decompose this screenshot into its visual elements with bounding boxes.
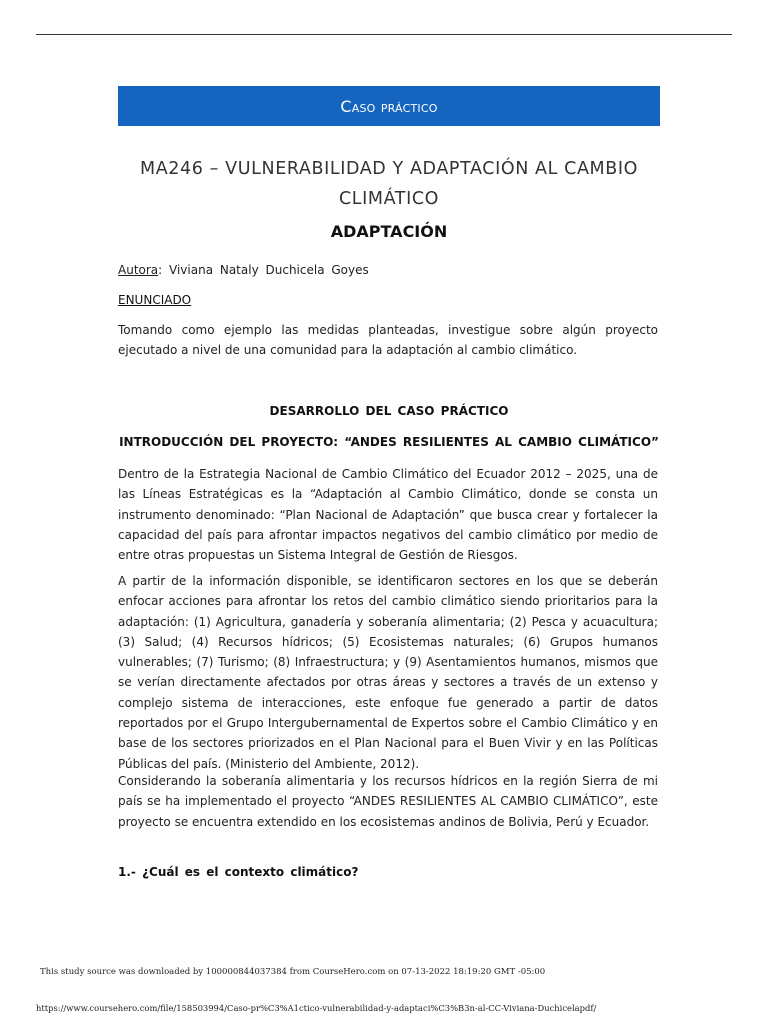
author-name: : Viviana Nataly Duchicela Goyes <box>158 263 369 277</box>
paragraph-2: A partir de la información disponible, se identificaron sectores en los que se deberán enfocar acciones para afrontar los retos del cambio climático siendo prioritarios para la adaptación: (1) Agricultura, ganadería y soberanía alimentaria; (2) Pesca y acuacultura; (3) Salud; (4) Recursos hídricos; (5) Ecosistemas naturales; (6) Grupos humanos vulnerables; (7) Turismo; (8) Infraestructura; y (9) Asentamientos humanos, mismos que se verían directamente afectados por otras áreas y sectores a través de un extenso y complejo sistema de interacciones, este enfoque fue generado a partir de datos reportados por el Grupo Intergubernamental de Expertos sobre el Cambio Climático y en base de los sectores priorizados en el Plan Nacional para el Buen Vivir y en las Políticas Públicas del país. (Ministerio del Ambiente, 2012). <box>118 574 658 771</box>
top-rule <box>36 34 732 35</box>
caso-practico-banner <box>118 86 660 126</box>
course-title-line1: MA246 – VULNERABILIDAD Y ADAPTACIÓN AL CAMBIO <box>140 159 638 179</box>
enunciado-heading: ENUNCIADO <box>118 293 192 307</box>
desarrollo-heading: DESARROLLO DEL CASO PRÁCTICO <box>269 404 509 418</box>
enunciado-paragraph: Tomando como ejemplo las medidas planteadas, investigue sobre algún proyecto ejecutado a nivel de una comunidad para la adaptación al cambio climático. <box>118 323 658 358</box>
section-title: ADAPTACIÓN <box>330 222 448 241</box>
source-url[interactable]: https://www.coursehero.com/file/158503994/Caso-pr%C3%A1ctico-vulnerabilidad-y-adaptaci%C3%B3n-al-CC-Viviana-Duchicelapdf/ <box>36 1003 597 1013</box>
question-1-heading: 1.- ¿Cuál es el contexto climático? <box>118 865 359 879</box>
author-label: Autora <box>118 263 159 277</box>
introduccion-heading: INTRODUCCIÓN DEL PROYECTO: “ANDES RESILIENTES AL CAMBIO CLIMÁTICO” <box>119 435 659 449</box>
author-line <box>118 262 660 278</box>
course-title-line2: CLIMÁTICO <box>338 189 440 209</box>
paragraph-1: Dentro de la Estrategia Nacional de Cambio Climático del Ecuador 2012 – 2025, una de las Líneas Estratégicas es la “Adaptación al Cambio Climático, donde se consta un instrumento denominado: “Plan Nacional de Adaptación” que busca crear y fortalecer la capacidad del país para afrontar impactos negativos del cambio climático por medio de entre otras propuestas un Sistema Integral de Gestión de Riesgos. <box>118 467 658 563</box>
banner-label: Caso práctico <box>340 96 438 116</box>
download-notice: This study source was downloaded by 100000844037384 from CourseHero.com on 07-13-2022 18:19:20 GMT -05:00 <box>40 967 546 977</box>
paragraph-3: Considerando la soberanía alimentaria y los recursos hídricos en la región Sierra de mi país se ha implementado el proyecto “ANDES RESILIENTES AL CAMBIO CLIMÁTICO”, este proyecto se encuentra extendido en los ecosistemas andinos de Bolivia, Perú y Ecuador. <box>118 774 658 829</box>
course-title <box>118 154 660 214</box>
